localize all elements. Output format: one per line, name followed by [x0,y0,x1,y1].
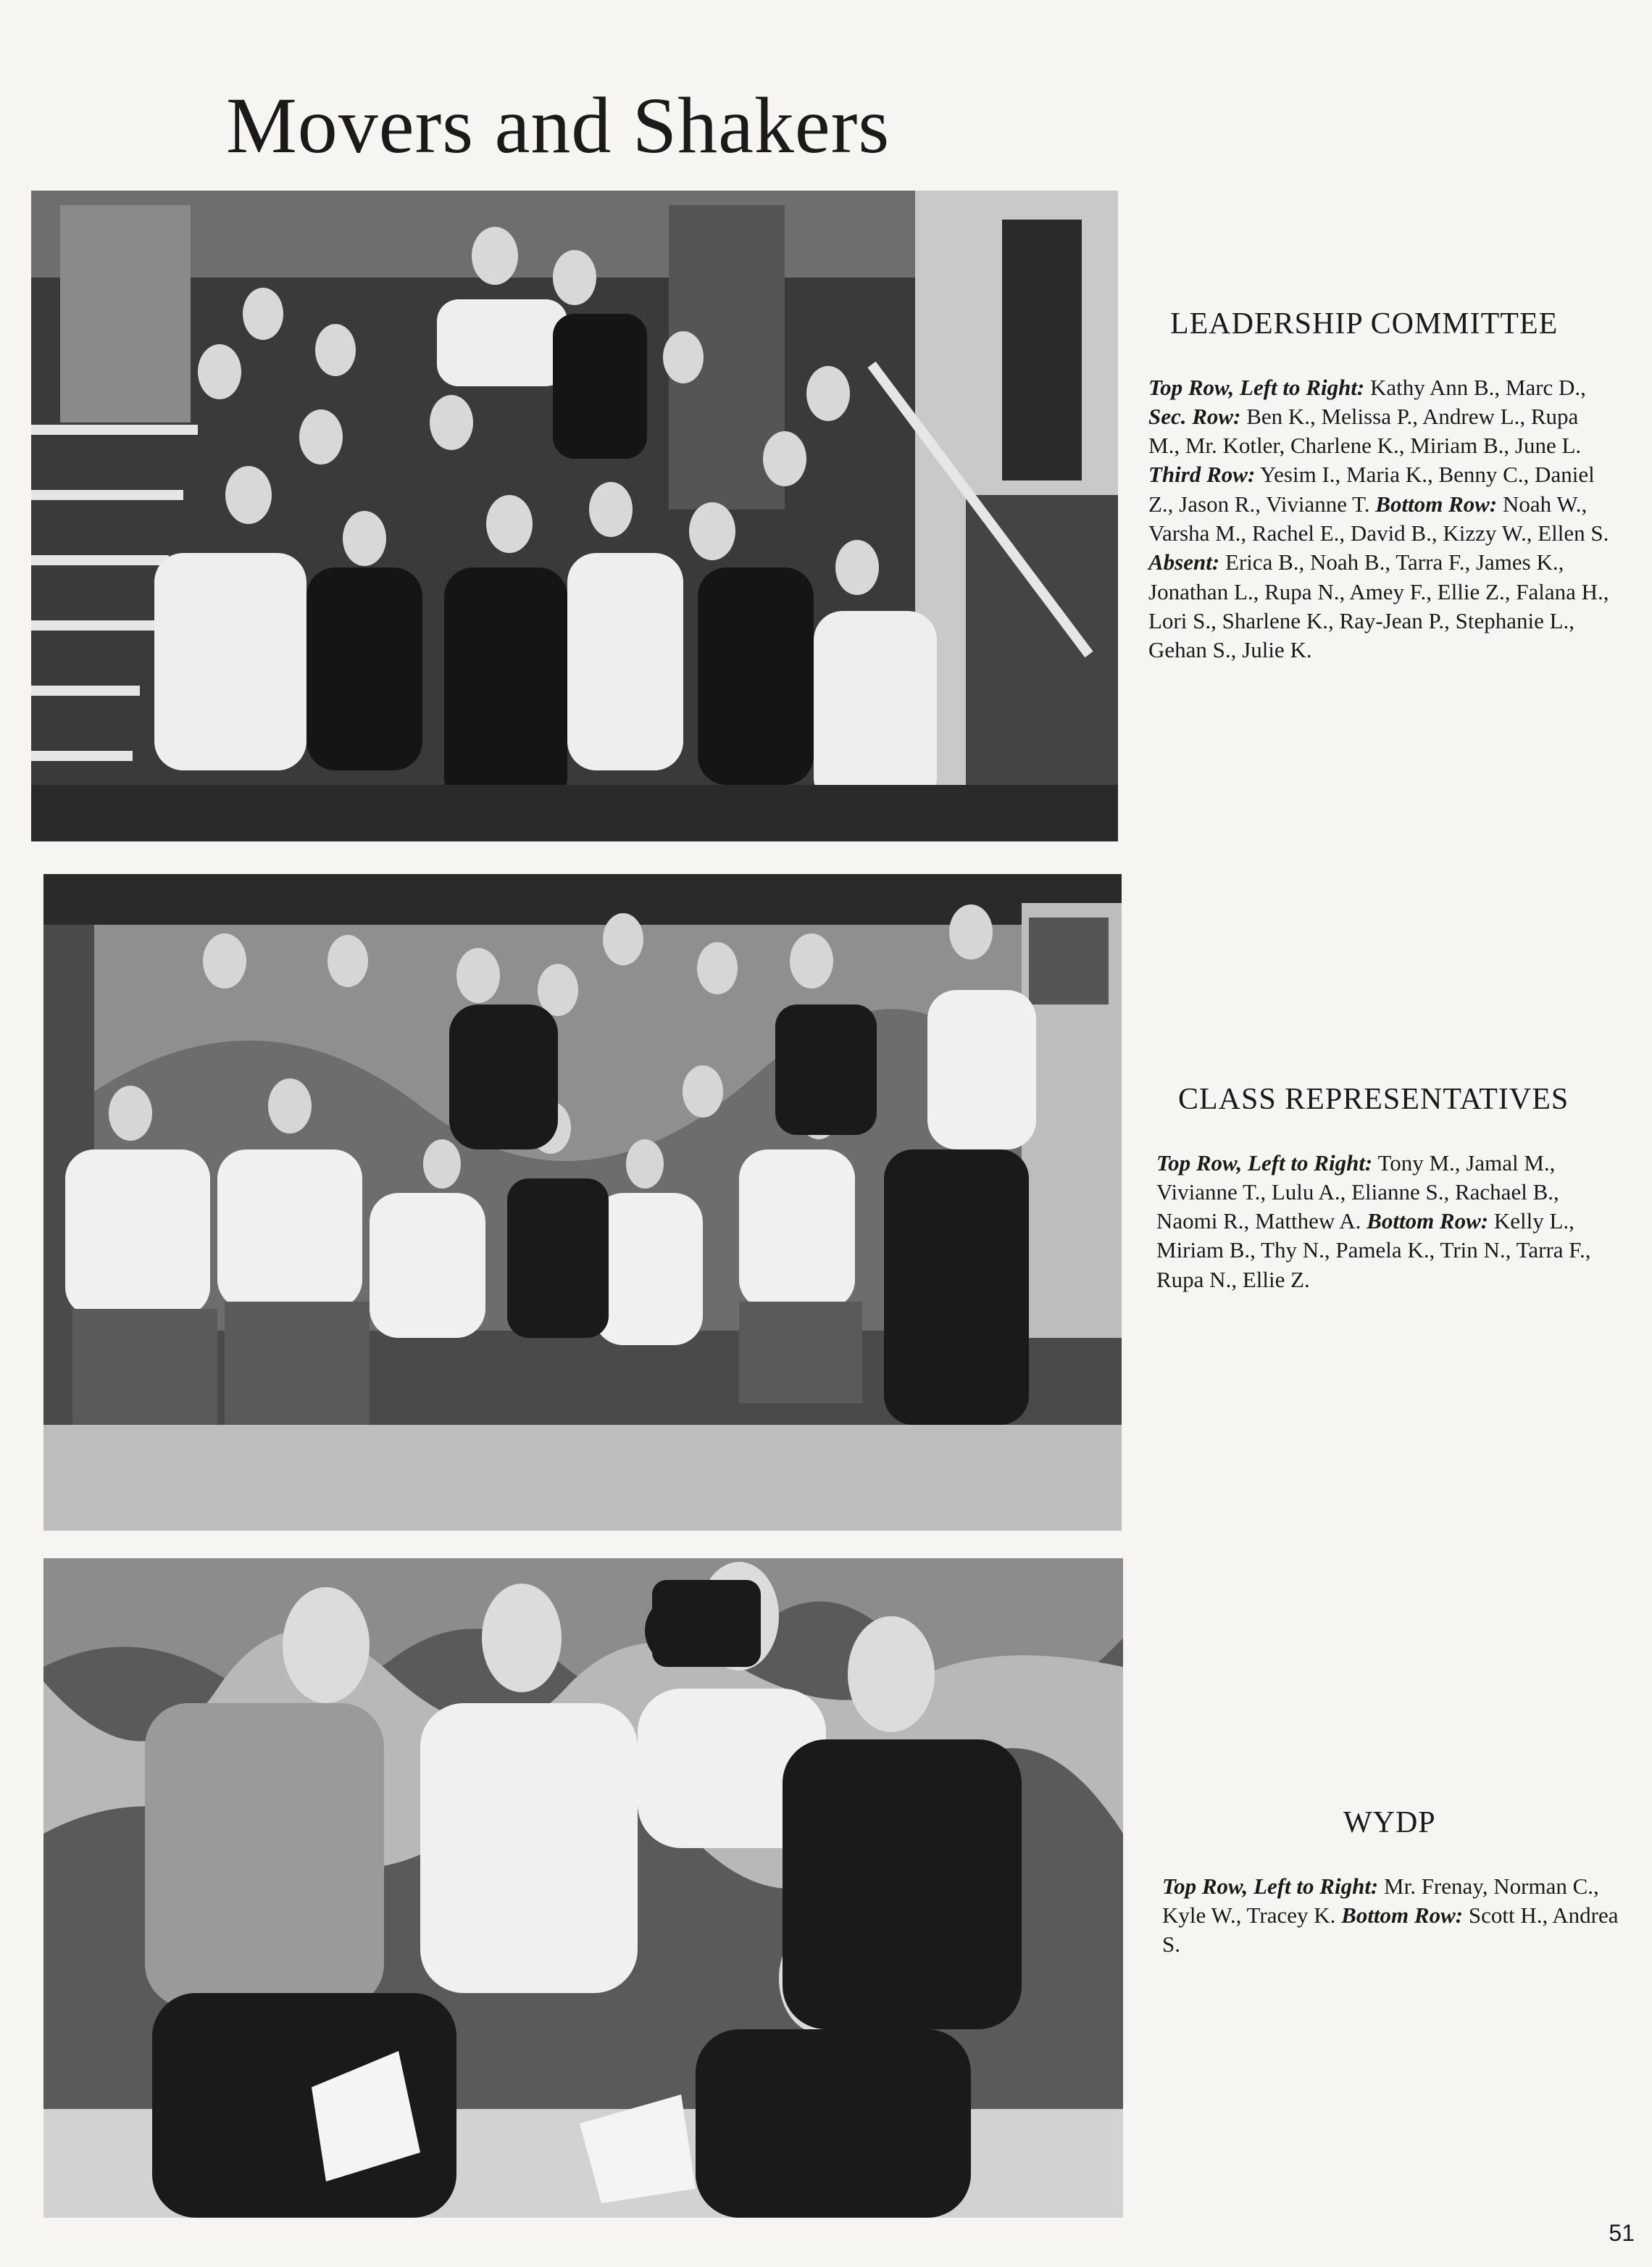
caption-lead: Sec. Row: [1148,403,1241,429]
leadership-committee-caption [1148,304,1612,665]
caption-names: Mr. Frenay, Norman C., Kyle W., Tracey K. [1162,1873,1599,1928]
caption-names: Kathy Ann B., Marc D., [1364,374,1586,400]
page-title: Movers and Shakers [226,81,890,170]
caption-names: Ben K., Melissa P., Andrew L., Rupa M., Mr. Kotler, Charlene K., Miriam B., June L. [1148,403,1582,459]
leadership-committee-photo [31,191,1118,841]
page-number: 51 [1609,2220,1635,2246]
caption-names: Yesim I., Maria K., Benny C., Daniel Z., Jason R., Vivianne T. [1148,462,1595,517]
caption-lead: Bottom Row: [1367,1208,1489,1234]
class-representatives-caption [1156,1080,1620,1294]
caption-text [1156,1149,1620,1294]
section-heading: LEADERSHIP COMMITTEE [1170,307,1559,341]
caption-lead: Third Row: [1148,462,1256,488]
section-heading: CLASS REPRESENTATIVES [1178,1083,1569,1116]
caption-names: Erica B., Noah B., Tarra F., James K., Jonathan L., Rupa N., Amey F., Ellie Z., Falana H., Lori S., Sharlene K., Ray-Jean P., Stephanie L., Gehan S., Julie K. [1148,549,1609,663]
caption-lead: Top Row, Left to Right: [1162,1873,1379,1899]
class-representatives-photo [43,874,1122,1531]
wydp-caption [1162,1803,1626,1959]
section-heading: WYDP [1343,1806,1436,1839]
caption-names: Noah W., Varsha M., Rachel E., David B., Kizzy W., Ellen S. [1148,491,1609,546]
caption-names: Tony M., Jamal M., Vivianne T., Lulu A., Elianne S., Rachael B., Naomi R., Matthew A. [1156,1149,1559,1234]
caption-lead: Top Row, Left to Right: [1156,1149,1373,1176]
caption-lead: Bottom Row: [1341,1902,1464,1928]
caption-text [1148,373,1612,665]
caption-names: Scott H., Andrea S. [1162,1902,1619,1958]
caption-text [1162,1872,1626,1960]
caption-names: Kelly L., Miriam B., Thy N., Pamela K., Trin N., Tarra F., Rupa N., Ellie Z. [1156,1208,1591,1292]
caption-lead: Top Row, Left to Right: [1148,374,1365,400]
caption-lead: Bottom Row: [1375,491,1498,517]
wydp-photo [43,1558,1123,2218]
caption-lead: Absent: [1148,549,1220,575]
